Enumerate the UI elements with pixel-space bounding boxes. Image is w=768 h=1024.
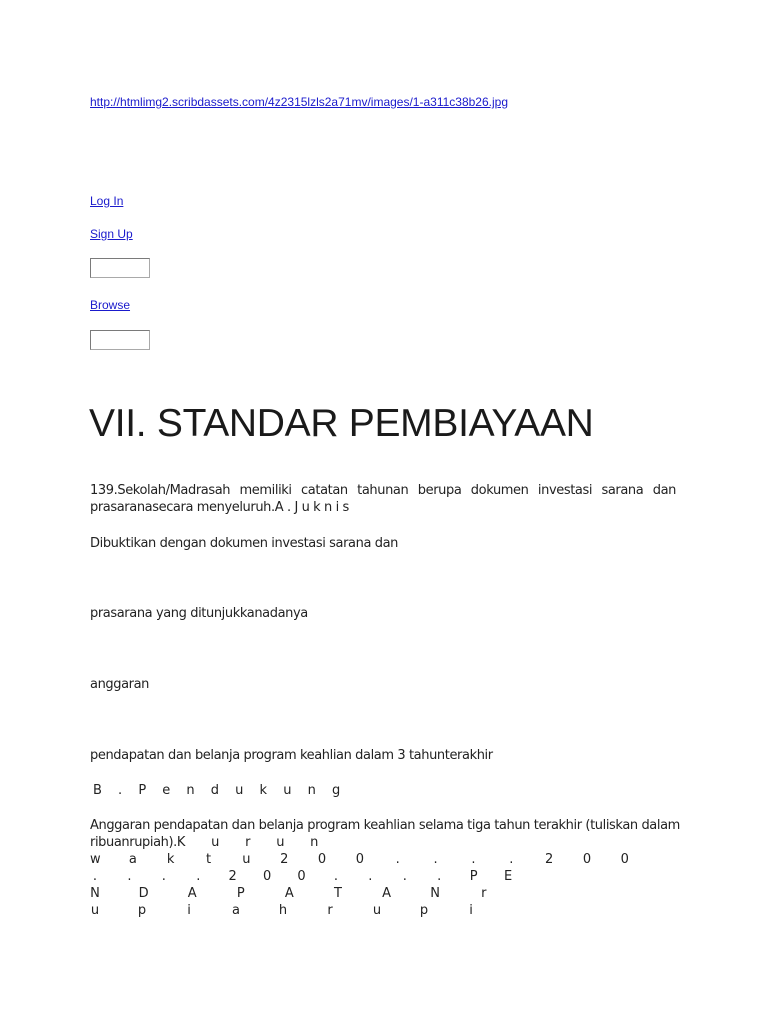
spaced-char: i [469,903,473,918]
pendukung-label: B . P e n d u k u n g [93,783,347,798]
spaced-char: u [242,852,251,867]
spaced-char: u [372,903,382,918]
spaced-char: . [333,869,339,884]
paragraph-anggaran-detail-line1: Anggaran pendapatan dan belanja program keahlian selama tiga tahun terakhir (tuliskan dalam [90,818,680,833]
spaced-char: A [284,886,294,901]
spaced-char: E [503,869,513,884]
spaced-char [572,868,582,885]
spaced-char: . [196,869,201,884]
spaced-char: A [382,886,392,901]
paragraph-anggaran-detail-line2: ribuanrupiah).K u r u n [90,835,319,850]
spaced-char: . [509,852,514,867]
search-input[interactable] [90,258,150,278]
spaced-char: 0 [620,852,629,867]
spaced-char: . [437,869,442,884]
spaced-char: r [327,903,333,918]
spaced-row-4 [90,902,570,919]
spaced-char: N [90,886,100,901]
spaced-char: t [205,852,212,867]
paragraph-pendapatan: pendapatan dan belanja program keahlian dalam 3 tahunterakhir [90,748,493,763]
spaced-char: r [481,886,487,901]
spaced-char: . [92,869,98,884]
spaced-char: . [471,852,476,867]
spaced-char: P [236,886,245,901]
spaced-char: . [127,869,132,884]
spaced-char: P [469,869,478,884]
spaced-char: . [368,869,373,884]
spaced-char: T [333,886,342,901]
spaced-char: p [419,903,429,918]
spaced-char: . [402,869,407,884]
spaced-char: p [137,903,147,918]
spaced-char: 0 [297,869,306,884]
spaced-char: 0 [582,852,592,867]
spaced-row-2 [90,868,582,885]
signup-link[interactable]: Sign Up [90,227,133,241]
paragraph-139-text: 139.Sekolah/Madrasah memiliki catatan tahunan berupa dokumen investasi sarana dan prasaranasecara menyeluruh. [90,483,676,515]
paragraph-139 [90,482,676,516]
login-link[interactable]: Log In [90,194,124,208]
spaced-char: . [395,852,400,867]
spaced-char: A [187,886,197,901]
spaced-char: a [128,852,137,867]
spaced-char: D [138,886,149,901]
spaced-char: 0 [355,852,365,867]
paragraph-evidence: Dibuktikan dengan dokumen investasi sarana dan [90,536,399,551]
juknis-label: A . J u k n i s [274,500,349,515]
spaced-char: k [166,852,175,867]
spaced-row-3 [90,885,586,902]
spaced-char: 0 [317,852,327,867]
spaced-char: 2 [228,869,237,884]
spaced-char: i [187,903,191,918]
spaced-char: . [161,869,166,884]
spaced-char [513,902,523,919]
paragraph-prasarana: prasarana yang ditunjukkanadanya [90,606,308,621]
image-url-link[interactable]: http://htmlimg2.scribdassets.com/4z2315lzls2a71mv/images/1-a311c38b26.jpg [90,95,508,109]
page-title: VII. STANDAR PEMBIAYAAN [89,402,594,445]
browse-input[interactable] [90,330,150,350]
spaced-char: u [90,903,100,918]
paragraph-anggaran: anggaran [90,677,150,692]
browse-link[interactable]: Browse [90,298,131,312]
spaced-char: a [232,903,240,918]
spaced-char [560,902,570,919]
spaced-char [576,885,586,902]
spaced-char: N [430,886,441,901]
spaced-row-1 [90,851,630,868]
spaced-char: 2 [544,852,554,867]
spaced-char: w [90,852,101,867]
spaced-char: . [433,852,438,867]
spaced-char: 2 [280,852,289,867]
spaced-char [527,885,537,902]
spaced-char [537,868,547,885]
spaced-char: 0 [262,869,272,884]
spaced-char: h [278,903,288,918]
